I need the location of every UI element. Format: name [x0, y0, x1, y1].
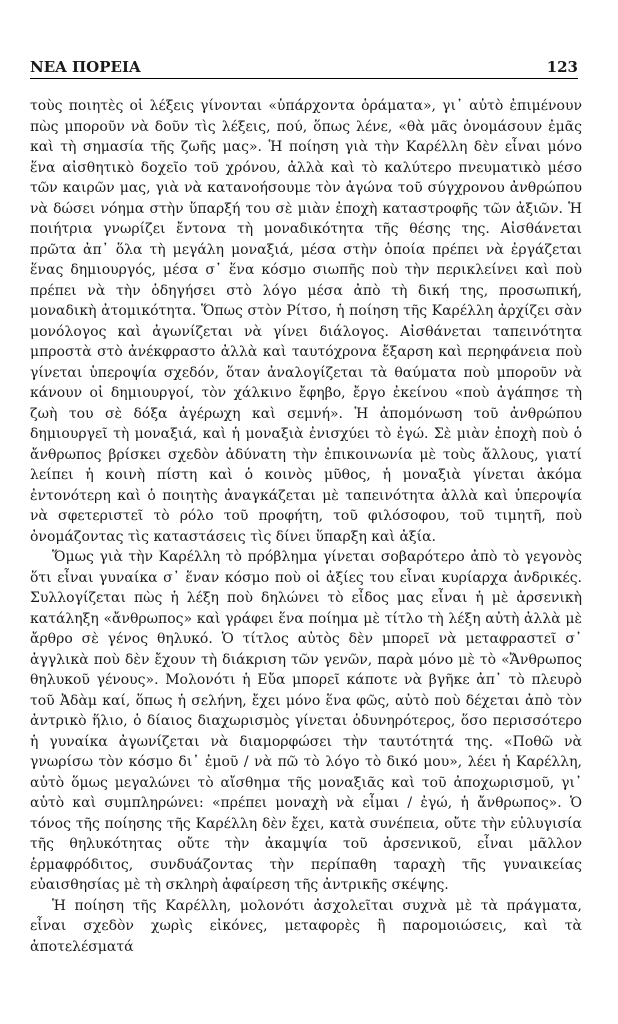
paragraph-2: Ὅμως γιὰ τὴν Καρέλλη τὸ πρόβλημα γίνεται σοβαρότερο ἀπὸ τὸ γεγονὸς ὅτι εἶναι γυναίκα σ᾽ ἕναν κόσμο ποὺ οἱ ἀξίες του εἶναι κυρίαρχα ἀνδρικές. Συλλογίζεται πὼς ἡ λέξη ποὺ δηλώνει τὸ εἶδος μας εἶναι ἡ μὲ ἀρσενικὴ κατάληξη «ἄνθρωπος» καὶ γράφει ἕνα ποίημα μὲ τίτλο τὴ λέξη αὐτὴ ἀλλὰ μὲ ἄρθρο σὲ γένος θηλυκό. Ὁ τίτλος αὐτὸς δὲν μπορεῖ νὰ μεταφραστεῖ σ᾽ ἀγγλικὰ ποὺ δὲν ἔχουν τὴ διάκριση τῶν γενῶν, παρὰ μόνο μὲ τὸ «Ἄνθρωπος θηλυκοῦ γένους». Μολονότι ἡ Εὔα μπορεῖ κάποτε νὰ βγῆκε ἀπ᾽ τὸ πλευρὸ τοῦ Ἀδὰμ καί, ὅπως ἡ σελήνη, ἔχει μόνο ἕνα φῶς, αὐτὸ ποὺ δέχεται ἀπὸ τὸν ἀντρικὸ ἥλιο, ὁ δίαιος διαχωρισμὸς γίνεται ὀδυνηρότερος, ὅσο περισσότερο ἡ γυναίκα ἀγωνίζεται νὰ διαμορφώσει τὴν ταυτότητά της. «Ποθῶ νὰ γνωρίσω τὸν κόσμο δι᾽ ἐμοῦ / νὰ πῶ τὸ λόγο τὸ δικό μου», λέει ἡ Καρέλλη, αὐτὸ ὅμως μεγαλώνει τὸ αἴσθημα τῆς μοναξιᾶς καὶ τοῦ ἀποχωρισμοῦ, γι᾽ αὐτὸ καὶ συμπληρώνει: «πρέπει μοναχὴ νὰ εἶμαι / ἐγώ, ἡ ἄνθρωπος». Ὁ τόνος τῆς ποίησης τῆς Καρέλλη δὲν ἔχει, κατὰ συνέπεια, οὔτε τὴν εὐλυγισία τῆς θηλυκότητας οὔτε τὴν ἀκαμψία τοῦ ἀρσενικοῦ, εἶναι μᾶλλον ἑρμαφρόδιτος, συνδυάζοντας τὴν περίπαθη ταραχὴ τῆς γυναικείας εὐαισθησίας μὲ τὴ σκληρὴ ἀφαίρεση τῆς ἀντρικῆς σκέψης. [30, 549, 582, 893]
paragraph-3: Ἡ ποίηση τῆς Καρέλλη, μολονότι ἀσχολεῖται συχνὰ μὲ τὰ πράγματα, εἶναι σχεδὸν χωρὶς εἰκόνες, μεταφορὲς ἢ παρομοιώσεις, καὶ τὰ ἀποτελέσματά [30, 897, 582, 955]
journal-title: ΝΕΑ ΠΟΡΕΙΑ [30, 58, 141, 76]
body-text [30, 96, 582, 957]
page-number: 123 [546, 58, 578, 76]
header-rule [30, 78, 578, 79]
running-header [30, 58, 578, 80]
paragraph-1: τοὺς ποιητὲς οἱ λέξεις γίνονται «ὑπάρχοντα ὁράματα», γι᾽ αὐτὸ ἐπιμένουν πὼς μποροῦν νὰ δοῦν τὶς λέξεις, πού, ὅπως λένε, «θὰ μᾶς ὀνομάσουν ἐμᾶς καὶ τὴ σημασία τῆς ζωῆς μας». Ἡ ποίηση γιὰ τὴν Καρέλλη δὲν εἶναι μόνο ἕνα αἰσθητικὸ δοχεῖο τοῦ χρόνου, ἀλλὰ καὶ τὸ καλύτερο πνευματικὸ μέσο τῶν καιρῶν μας, γιὰ νὰ κατανοήσουμε τὸν ἀγώνα τοῦ σύγχρονου ἀνθρώπου νὰ δώσει νόημα στὴν ὕπαρξή του σὲ μιὰν ἐποχὴ καταστροφῆς τῶν ἀξιῶν. Ἡ ποιήτρια γνωρίζει ἔντονα τὴ μοναδικότητα τῆς θέσης της. Αἰσθάνεται πρῶτα ἀπ᾽ ὅλα τὴ μεγάλη μοναξιά, μέσα στὴν ὁποία πρέπει νὰ ἐργάζεται ἕνας δημιουργός, μέσα σ᾽ ἕνα κόσμο σιωπῆς ποὺ τὴν περικλείνει καὶ ποὺ πρέπει νὰ τὴν ὁδηγήσει στὸ λόγο μέσα ἀπὸ τὴ δική της, προσωπική, μοναδικὴ ἀτομικότητα. Ὅπως στὸν Ρίτσο, ἡ ποίηση τῆς Καρέλλη ἀρχίζει σὰν μονόλογος καὶ ἀγωνίζεται νὰ γίνει διάλογος. Αἰσθάνεται ταπεινότητα μπροστὰ στὸ ἀνέκφραστο ἀλλὰ καὶ ταυτόχρονα ἔξαρση καὶ περηφάνεια ποὺ γίνεται ὑπεροψία σχεδόν, ὅταν ἀναλογίζεται τὰ θαύματα ποὺ μποροῦν νὰ κάνουν οἱ δημιουργοί, τὸν χάλκινο ἔφηβο, ἔργο ἐκείνου «ποὺ ἀγάπησε τὴ ζωὴ του σὲ δόξα ἀγέρωχη καὶ σεμνή». Ἡ ἀπομόνωση τοῦ ἀνθρώπου δημιουργεῖ τὴ μοναξιά, καὶ ἡ μοναξιὰ ἐνισχύει τὸ ἐγώ. Σὲ μιὰν ἐποχὴ ποὺ ὁ ἄνθρωπος βρίσκει σχεδὸν ἀδύνατη τὴν ἐπικοινωνία μὲ τοὺς ἄλλους, γιατί λείπει ἡ κοινὴ πίστη καὶ ὁ κοινὸς μῦθος, ἡ μοναξιὰ γίνεται ἀκόμα ἐντονότερη καὶ ὁ ποιητὴς ἀναγκάζεται μὲ ταπεινότητα ἀλλὰ καὶ ὑπεροψία νὰ σφετεριστεῖ τὸ ρόλο τοῦ προφήτη, τοῦ φιλόσοφου, τοῦ τιμητῆ, ποὺ ὀνομάζοντας τὶς καταστάσεις τὶς δίνει ὕπαρξη καὶ ἀξία. [30, 98, 582, 545]
